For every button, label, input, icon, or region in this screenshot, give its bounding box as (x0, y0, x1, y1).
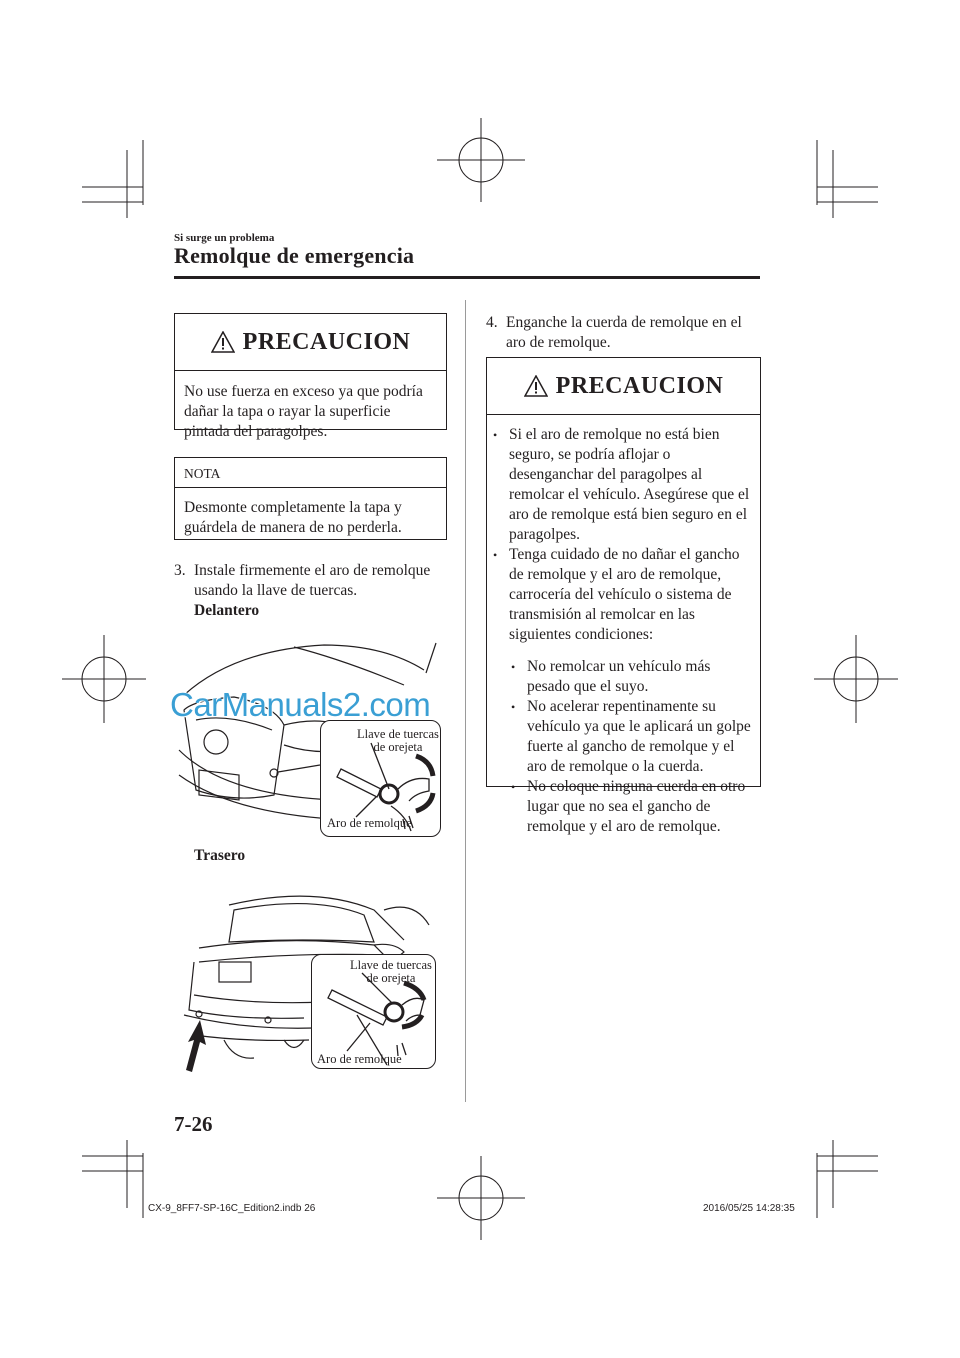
note-text: Desmonte completamente la tapa y guárdela de manera de no perderla. (184, 499, 402, 536)
rear-label: Trasero (194, 847, 246, 864)
list-item: • No coloque ninguna cuerda en otro lugar que no sea el gancho de remolque y el aro de remolque. (505, 777, 754, 837)
step-text: Instale firmemente el aro de remolque usando la llave de tuercas. (194, 562, 431, 599)
title-rule (174, 276, 760, 279)
arrow-icon (186, 1020, 206, 1072)
ring-label: Aro de remolque (327, 816, 412, 830)
list-item: • Si el aro de remolque no está bien seguro, se podría aflojar o desenganchar del paragolpes al remolcar el vehículo. Asegúrese que el aro de remolque está bien seguro en el paragolpes. (487, 425, 754, 545)
caution-body (487, 415, 760, 837)
note-title: NOTA (175, 458, 446, 488)
caution-bullets (487, 425, 754, 645)
page-title: Remolque de emergencia (174, 243, 415, 268)
ring-label-rear: Aro de remolque (317, 1052, 402, 1066)
caution-sub-bullets (505, 657, 754, 837)
caution-box-left (174, 313, 447, 440)
file-info: CX-9_8FF7-SP-16C_Edition2.indb 26 (148, 1203, 316, 1214)
caution-title: PRECAUCION (242, 328, 411, 355)
caution-header (487, 358, 760, 415)
wrench-label: Llave de tuercas de orejeta (357, 727, 439, 754)
front-inset (320, 720, 441, 837)
step-4 (486, 313, 761, 353)
caution-box-right (486, 357, 761, 835)
wrench-label-rear: Llave de tuercas de orejeta (350, 958, 432, 985)
watermark: CarManuals2.com (170, 686, 431, 723)
front-label: Delantero (194, 602, 260, 619)
step-number: 3. (174, 562, 186, 579)
warning-icon (524, 375, 548, 397)
caution-header (175, 314, 446, 371)
column-divider (465, 300, 466, 1102)
caution-title: PRECAUCION (555, 372, 724, 399)
timestamp: 2016/05/25 14:28:35 (703, 1203, 795, 1214)
list-item: • Tenga cuidado de no dañar el gancho de remolque y el aro de remolque, carrocería del vehículo o sistema de transmisión al remolcar en las siguientes condiciones: (487, 545, 754, 645)
caution-text: No use fuerza en exceso ya que podría dañar la tapa o rayar la superficie pintada del paragolpes. (184, 383, 423, 440)
section-label: Si surge un problema (174, 232, 275, 244)
list-item: • No remolcar un vehículo más pesado que el suyo. (505, 657, 754, 697)
list-item: • No acelerar repentinamente su vehículo ya que le aplicará un golpe fuerte al gancho de remolque y el aro de remolque o la cuerda. (505, 697, 754, 777)
step-text: Enganche la cuerda de remolque en el aro de remolque. (506, 314, 742, 351)
warning-icon (211, 331, 235, 353)
note-box (174, 457, 447, 540)
step-number: 4. (486, 314, 498, 331)
step-3 (174, 561, 449, 621)
rear-inset (311, 954, 436, 1069)
page-number: 7-26 (174, 1112, 213, 1136)
